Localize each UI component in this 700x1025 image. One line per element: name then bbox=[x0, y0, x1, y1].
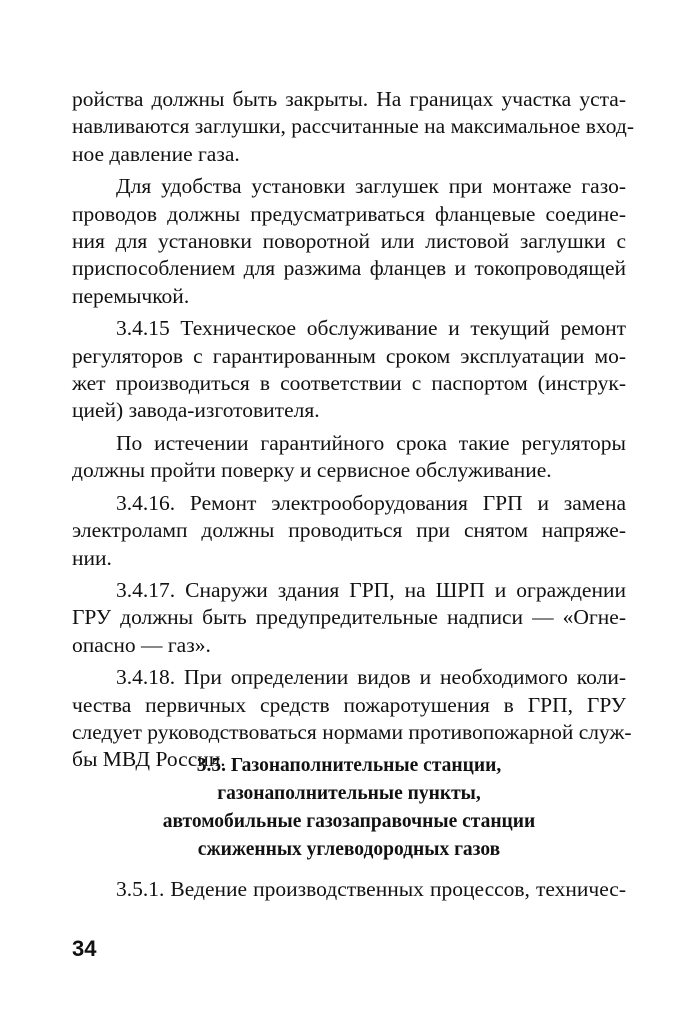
body-text bbox=[72, 86, 635, 779]
heading-line: 3.5. Газонаполнительные станции, bbox=[196, 755, 502, 776]
text-line: опасно — газ». bbox=[72, 632, 211, 657]
text-line: электроламп должны проводиться при снятом напряже- bbox=[72, 518, 626, 543]
text-line: цией) завода-изготовителя. bbox=[72, 398, 320, 423]
paragraph bbox=[72, 86, 635, 168]
section-first-line: 3.5.1. Ведение производственных процессов, техничес- bbox=[116, 877, 626, 901]
text-line: жет производиться в соответствии с паспортом (инструк- bbox=[72, 371, 626, 396]
paragraph bbox=[72, 173, 626, 310]
section-heading bbox=[72, 752, 626, 864]
text-line: навливаются заглушки, рассчитанные на максимальное вход- bbox=[72, 114, 635, 139]
text-line: приспособлением для разжима фланцев и токопроводящей bbox=[72, 256, 626, 281]
text-line: ния для установки поворотной или листовой заглушки с bbox=[72, 229, 626, 254]
text-line: 3.4.17. Снаружи здания ГРП, на ШРП и ограждении bbox=[116, 577, 626, 602]
text-line: ройства должны быть закрыты. На границах участка уста- bbox=[72, 87, 626, 111]
text-line: ГРУ должны быть предупредительные надписи — «Огне- bbox=[72, 605, 626, 630]
heading-line: автомобильные газозаправочные станции bbox=[162, 811, 536, 832]
paragraph bbox=[72, 430, 626, 485]
page-number: 34 bbox=[72, 936, 97, 961]
text-line: По истечении гарантийного срока такие регуляторы bbox=[116, 430, 626, 455]
text-line: ное давление газа. bbox=[72, 141, 240, 166]
text-line: перемычкой. bbox=[72, 283, 190, 308]
text-line: 3.4.16. Ремонт электрооборудования ГРП и замена bbox=[116, 490, 626, 515]
text-line: бы МВД России. bbox=[72, 747, 226, 772]
paragraph bbox=[72, 490, 626, 572]
heading-line: сжиженных углеводородных газов bbox=[197, 839, 501, 860]
text-line: чества первичных средств пожаротушения в ГРП, ГРУ bbox=[72, 692, 626, 717]
text-line: нии. bbox=[72, 545, 112, 570]
heading-line: газонаполнительные пункты, bbox=[217, 783, 481, 804]
paragraph bbox=[72, 315, 626, 425]
text-line: Для удобства установки заглушек при монтаже газо- bbox=[116, 174, 626, 199]
text-line: 3.4.15 Техническое обслуживание и текущий ремонт bbox=[116, 316, 626, 341]
text-line: следует руководствоваться нормами противопожарной служ- bbox=[72, 719, 632, 744]
text-line: должны пройти поверку и сервисное обслуживание. bbox=[72, 458, 552, 483]
text-line: регуляторов с гарантированным сроком эксплуатации мо- bbox=[72, 343, 626, 368]
paragraph bbox=[72, 577, 626, 659]
text-line: 3.4.18. При определении видов и необходимого коли- bbox=[116, 665, 626, 690]
text-line: проводов должны предусматриваться фланцевые соедине- bbox=[72, 201, 626, 226]
